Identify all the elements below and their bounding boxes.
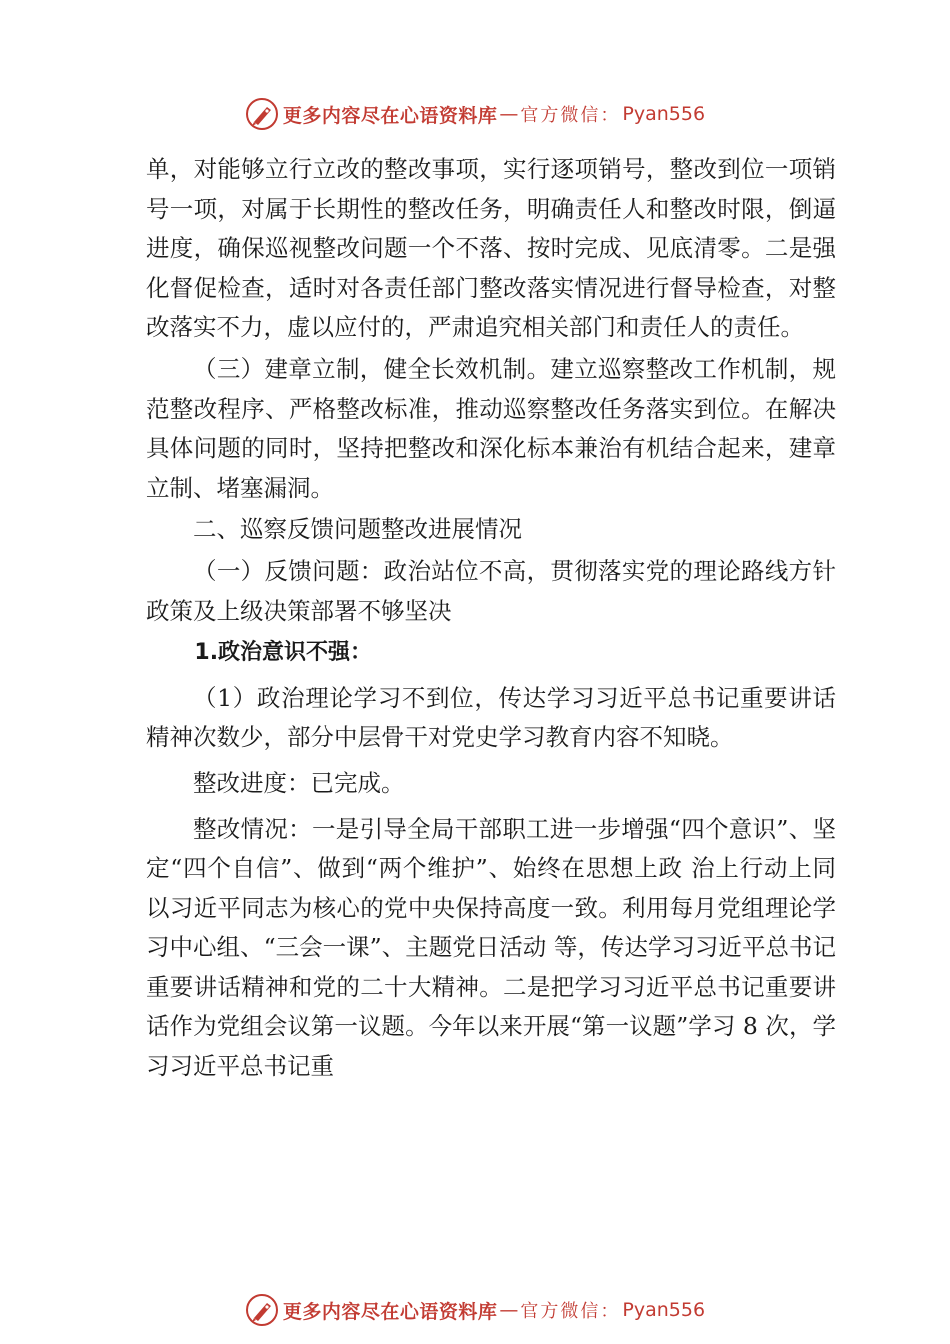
banner-wechat-label: 官方微信： bbox=[520, 1301, 621, 1322]
paragraph-section-three: （三）建章立制，健全长效机制。建立巡察整改工作机制，规范整改程序、严格整改标准，推动巡察整改任务落实到位。在解决具体问题的同时，坚持把整改和深化标本兼治有机结合起来，建章立制、堵塞漏洞。 bbox=[146, 354, 836, 502]
banner-separator: — bbox=[499, 1299, 519, 1321]
footer-watermark-banner bbox=[0, 1290, 950, 1330]
pen-nib-logo-icon bbox=[245, 1293, 279, 1327]
paragraph-rectification-details: 整改情况：一是引导全局干部职工进一步增强“四个意识”、坚定“四个自信”、做到“两个维护”、始终在思想上政 治上行动上同以习近平同志为核心的党中央保持高度一致。利用每月党组理论学习中心组、“三会一课”、主题党日活动 等，传达学习习近平总书记重要讲话精神和党的二十大精神。二是把学习习近平总书记重要讲话作为党组会议第一议题。今年以来开展“第一议题”学习 8 次，学习习近平总书记重 bbox=[146, 814, 836, 1081]
pen-nib-logo-icon bbox=[245, 97, 279, 131]
banner-brand-text: 更多内容尽在心语资料库 bbox=[282, 104, 498, 127]
subheading-political-awareness: 1.政治意识不强： bbox=[194, 640, 373, 666]
banner-wechat-id: Pyan556 bbox=[622, 1299, 706, 1321]
banner-wechat-id: Pyan556 bbox=[622, 103, 706, 125]
paragraph-issue-detail: （1）政治理论学习不到位，传达学习习近平总书记重要讲话精神次数少，部分中层骨干对党史学习教育内容不知晓。 bbox=[146, 683, 836, 752]
paragraph-progress-status: 整改进度：已完成。 bbox=[193, 768, 405, 797]
paragraph-rectification-continuation: 单，对能够立行立改的整改事项，实行逐项销号，整改到位一项销号一项，对属于长期性的整改任务，明确责任人和整改时限，倒逼进度，确保巡视整改问题一个不落、按时完成、见底清零。二是强化督促检查，适时对各责任部门整改落实情况进行督导检查，对整改落实不力，虚以应付的，严肃追究相关部门和责任人的责任。 bbox=[146, 155, 836, 342]
banner-brand-text: 更多内容尽在心语资料库 bbox=[282, 1300, 498, 1323]
header-watermark-banner bbox=[0, 94, 950, 134]
section-heading-progress: 二、巡察反馈问题整改进展情况 bbox=[193, 515, 522, 544]
banner-wechat-label: 官方微信： bbox=[520, 105, 621, 126]
paragraph-feedback-issue: （一）反馈问题：政治站位不高，贯彻落实党的理论路线方针政策及上级决策部署不够坚决 bbox=[146, 556, 836, 625]
banner-separator: — bbox=[499, 103, 519, 125]
document-body bbox=[146, 150, 836, 1087]
